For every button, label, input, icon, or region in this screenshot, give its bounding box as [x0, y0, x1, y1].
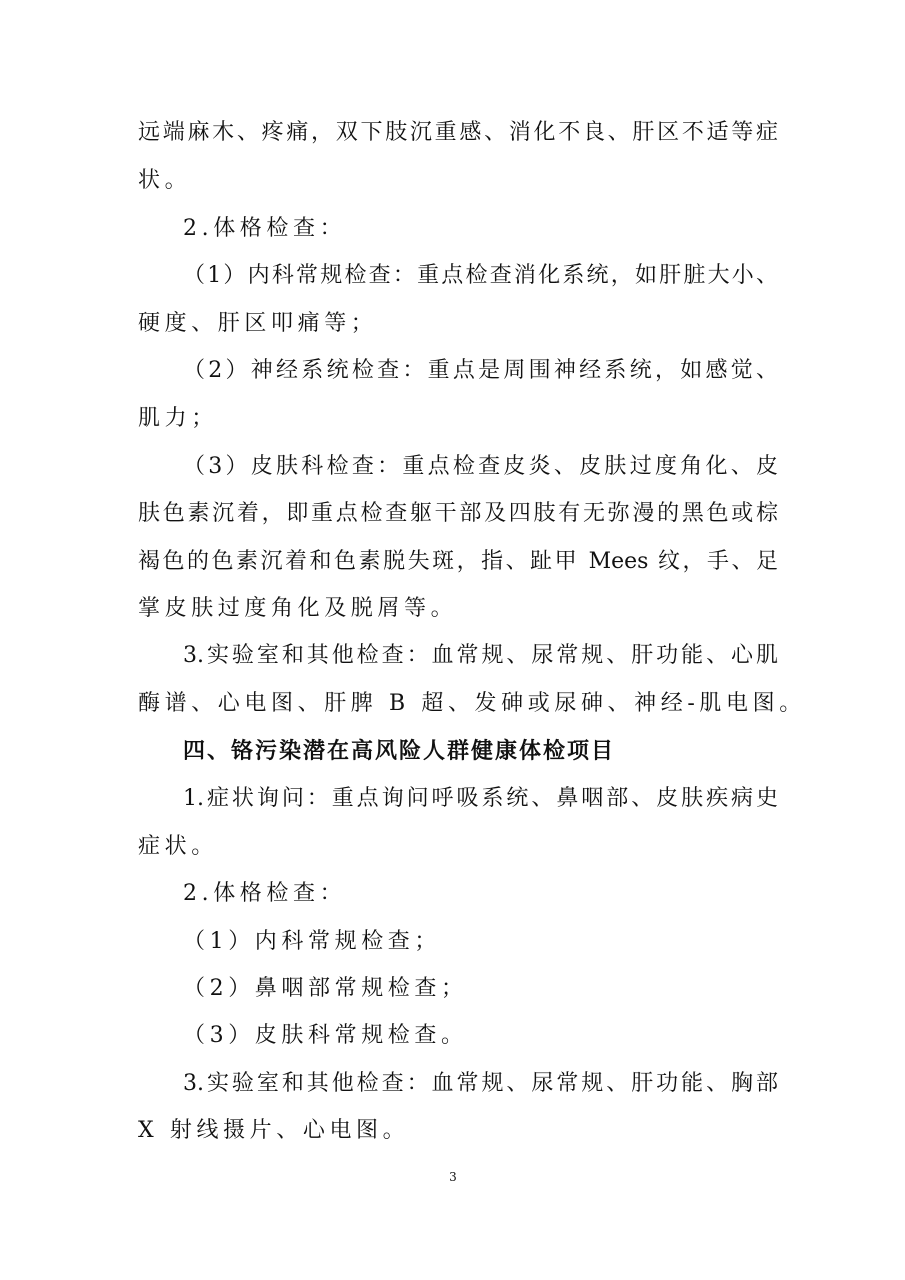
paragraph-line: 肤色素沉着，即重点检查躯干部及四肢有无弥漫的黑色或棕 — [138, 501, 778, 526]
paragraph-line: 3.实验室和其他检查：血常规、尿常规、肝功能、胸部 — [183, 1071, 778, 1096]
paragraph-line: 酶谱、心电图、肝脾 B 超、发砷或尿砷、神经-肌电图。 — [138, 691, 806, 716]
page-number: 3 — [449, 1170, 457, 1184]
paragraph-line: 1.症状询问：重点询问呼吸系统、鼻咽部、皮肤疾病史 — [183, 786, 778, 811]
paragraph-line: 远端麻木、疼痛，双下肢沉重感、消化不良、肝区不适等症 — [138, 120, 778, 145]
paragraph-line: 2.体格检查： — [183, 216, 347, 241]
paragraph-line: 症状。 — [138, 834, 218, 859]
paragraph-line: 掌皮肤过度角化及脱屑等。 — [138, 596, 458, 621]
paragraph-line: 2.体格检查： — [183, 881, 347, 906]
paragraph-line: （1）内科常规检查：重点检查消化系统，如肝脏大小、 — [183, 263, 778, 288]
paragraph-line: 褐色的色素沉着和色素脱失斑，指、趾甲 Mees 纹，手、足 — [138, 549, 778, 574]
paragraph-line: 肌力； — [138, 406, 218, 431]
list-item: （1）内科常规检查； — [183, 929, 441, 954]
list-item: （3）皮肤科常规检查。 — [183, 1023, 468, 1048]
section-heading: 四、铬污染潜在高风险人群健康体检项目 — [183, 739, 616, 764]
paragraph-line: 3.实验室和其他检查：血常规、尿常规、肝功能、心肌 — [183, 643, 778, 668]
paragraph-line: （3）皮肤科检查：重点检查皮炎、皮肤过度角化、皮 — [183, 454, 778, 479]
list-item: （2）鼻咽部常规检查； — [183, 976, 468, 1001]
paragraph-line: （2）神经系统检查：重点是周围神经系统，如感觉、 — [183, 358, 778, 383]
paragraph-line: X 射线摄片、心电图。 — [138, 1118, 410, 1143]
paragraph-line: 状。 — [138, 168, 192, 193]
paragraph-line: 硬度、肝区叩痛等； — [138, 311, 378, 336]
